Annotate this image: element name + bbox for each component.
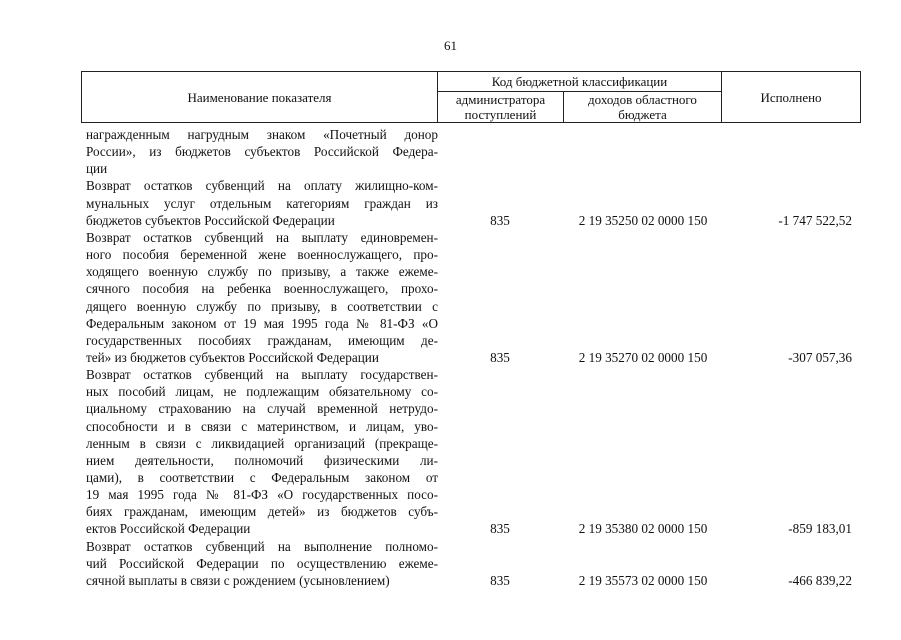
row-text-line: Возврат остатков субвенций на выполнение полномо- xyxy=(86,538,438,554)
row-text-line: Возврат остатков субвенций на выплату государствен- xyxy=(86,367,438,383)
row-text-line: чий Российской Федерации по осуществлению ежеме- xyxy=(86,555,438,571)
cell-executed-amount: -307 057,36 xyxy=(788,349,852,365)
row-text-line: тей» из бюджетов субъектов Российской Федерации xyxy=(86,349,379,365)
row-text-line: биях гражданам, имеющим детей» из бюджетов субъ- xyxy=(86,504,438,520)
row-text-line: ектов Российской Федерации xyxy=(86,521,251,537)
row-text-line: мунальных услуг отдельным категориям граждан из xyxy=(86,195,438,211)
header-budget-code: Код бюджетной классификации xyxy=(438,72,722,92)
cell-income-code: 2 19 35250 02 0000 150 xyxy=(578,212,708,228)
row-text-line: нием деятельности, полномочий физическими ли- xyxy=(86,452,438,468)
row-text-line: Федеральным законом от 19 мая 1995 года № 81-ФЗ «О xyxy=(86,315,438,331)
row-text-line: Возврат остатков субвенций на оплату жилищно-ком- xyxy=(86,178,438,194)
page-number: 61 xyxy=(444,38,457,53)
cell-administrator: 835 xyxy=(490,521,510,537)
row-text-line: государственных пособиях гражданам, имеющим де- xyxy=(86,332,438,348)
row-text-line: России», из бюджетов субъектов Российской Федера- xyxy=(86,144,438,160)
cell-administrator: 835 xyxy=(490,572,510,588)
row-text-line: дящего военную службу по призыву, в соответствии с xyxy=(86,298,438,314)
row-text-line: Возврат остатков субвенций на выплату единовремен- xyxy=(86,229,438,245)
cell-executed-amount: -466 839,22 xyxy=(788,572,852,588)
cell-executed-amount: -1 747 522,52 xyxy=(778,212,852,228)
row-text-line: бюджетов субъектов Российской Федерации xyxy=(86,212,335,228)
header-income: доходов областного бюджета xyxy=(564,92,722,122)
header-administrator: администратора поступлений xyxy=(438,92,564,122)
row-text-line: ходящего военную службу по призыву, а также ежеме- xyxy=(86,264,438,280)
row-text-line: ных пособий лицам, не подлежащим обязательному со- xyxy=(86,384,438,400)
row-text-line: циальному страхованию на случай временной нетрудо- xyxy=(86,401,438,417)
cell-income-code: 2 19 35270 02 0000 150 xyxy=(578,349,708,365)
row-text-line: сячной выплаты в связи с рождением (усыновлением) xyxy=(86,572,390,588)
header-executed: Исполнено xyxy=(760,89,822,105)
row-text-line: ции xyxy=(86,161,108,177)
header-indicator-name: Наименование показателя xyxy=(82,72,438,122)
row-text-line: награжденным нагрудным знаком «Почетный донор xyxy=(86,127,438,142)
row-text-line: способности и в связи с материнством, и лицам, уво- xyxy=(86,418,438,434)
cell-income-code: 2 19 35380 02 0000 150 xyxy=(578,521,708,537)
cell-executed-amount: -859 183,01 xyxy=(788,521,852,537)
cell-administrator: 835 xyxy=(490,349,510,365)
row-text-line: сячного пособия на ребенка военнослужащего, прохо- xyxy=(86,281,438,297)
row-text-line: 19 мая 1995 года № 81-ФЗ «О государственных посо- xyxy=(86,487,438,503)
row-text-line: ленным в связи с ликвидацией организаций (прекраще- xyxy=(86,435,438,451)
row-text-line: цами), в соответствии с Федеральным законом от xyxy=(86,470,438,485)
cell-income-code: 2 19 35573 02 0000 150 xyxy=(578,572,708,588)
cell-administrator: 835 xyxy=(490,212,510,228)
row-text-line: ного пособия беременной жене военнослужащего, про- xyxy=(86,247,438,263)
